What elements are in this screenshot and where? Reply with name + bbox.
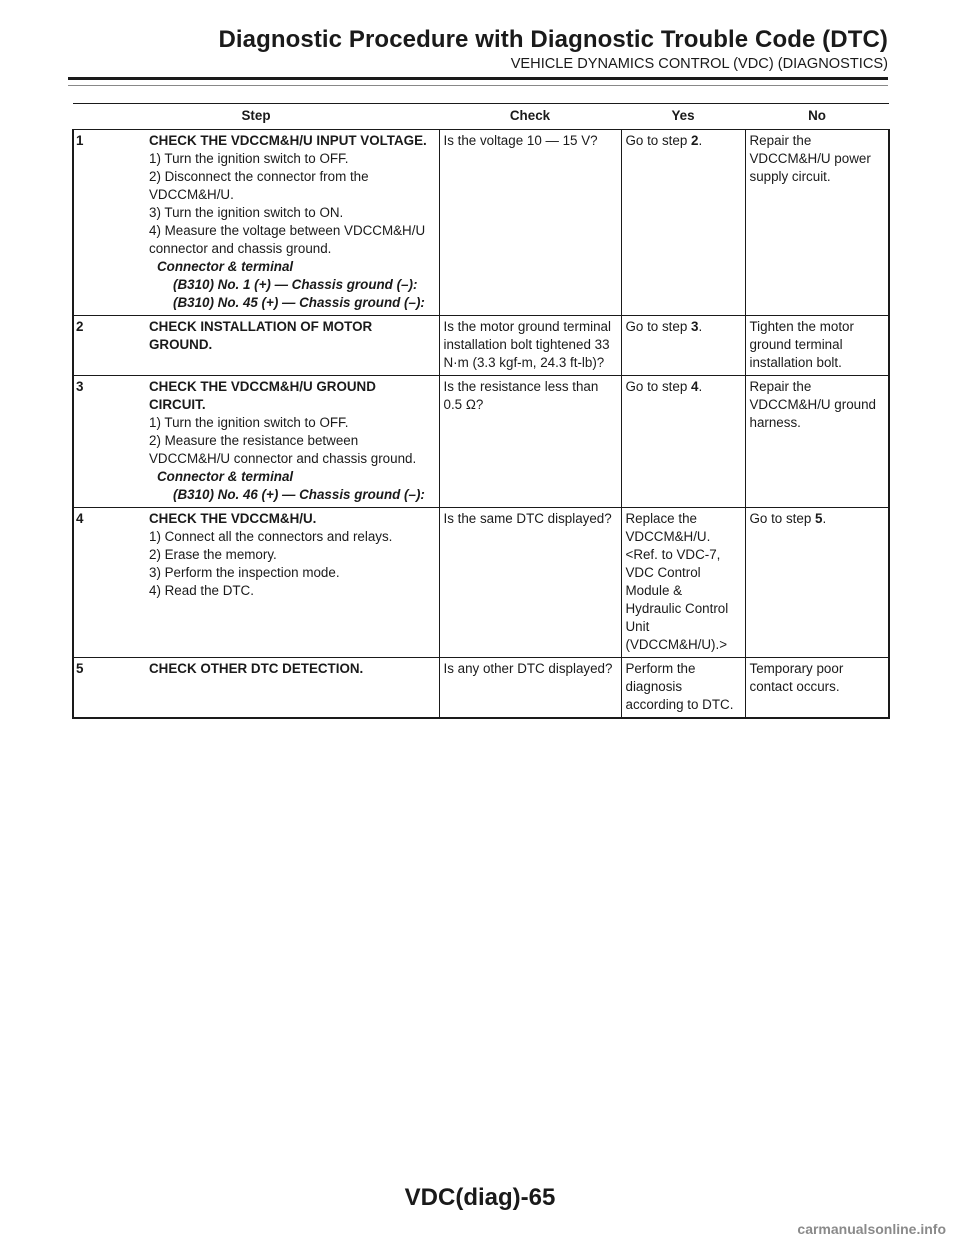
table-header-row bbox=[73, 104, 889, 130]
page-title: Diagnostic Procedure with Diagnostic Trouble Code (DTC) bbox=[218, 26, 888, 53]
table-row bbox=[73, 376, 889, 508]
procedure-step: 1) Connect all the connectors and relays. bbox=[149, 529, 393, 544]
watermark: carmanualsonline.info bbox=[797, 1221, 946, 1237]
step-number: 4 bbox=[73, 508, 145, 658]
yes-cell: Replace the VDCCM&H/U. <Ref. to VDC-7, VDC Control Module & Hydraulic Control Unit (VDCCM&H/U).> bbox=[621, 508, 745, 658]
yes-step-ref: 4 bbox=[691, 379, 699, 394]
yes-text: Go to step bbox=[625, 319, 692, 334]
procedure-step: 4) Read the DTC. bbox=[149, 583, 254, 598]
check-cell: Is the same DTC displayed? bbox=[439, 508, 621, 658]
check-cell: Is any other DTC displayed? bbox=[439, 658, 621, 719]
header-rule-thin bbox=[68, 85, 888, 86]
yes-text: Go to step bbox=[625, 133, 692, 148]
no-step-ref: 5 bbox=[815, 511, 823, 526]
procedure-step: 1) Turn the ignition switch to OFF. bbox=[149, 415, 349, 430]
yes-text-end: . bbox=[698, 133, 703, 148]
no-text-end: . bbox=[822, 511, 827, 526]
check-cell: Is the voltage 10 — 15 V? bbox=[439, 130, 621, 316]
yes-cell bbox=[621, 130, 745, 316]
no-cell: Temporary poor contact occurs. bbox=[745, 658, 889, 719]
connector-terminal-spec: (B310) No. 1 (+) — Chassis ground (–): bbox=[173, 277, 418, 292]
header-no: No bbox=[745, 104, 889, 130]
step-cell bbox=[145, 376, 439, 508]
step-title: CHECK OTHER DTC DETECTION. bbox=[149, 661, 364, 676]
yes-text: Go to step bbox=[625, 379, 692, 394]
step-number: 2 bbox=[73, 316, 145, 376]
procedure-step: 1) Turn the ignition switch to OFF. bbox=[149, 151, 349, 166]
yes-cell: Perform the diagnosis according to DTC. bbox=[621, 658, 745, 719]
table-row bbox=[73, 316, 889, 376]
step-cell bbox=[145, 508, 439, 658]
procedure-step: 2) Erase the memory. bbox=[149, 547, 277, 562]
yes-text-end: . bbox=[698, 379, 703, 394]
procedure-step: 4) Measure the voltage between VDCCM&H/U connector and chassis ground. bbox=[149, 223, 426, 256]
procedure-step: 3) Turn the ignition switch to ON. bbox=[149, 205, 344, 220]
table-row bbox=[73, 130, 889, 316]
diagnostic-table bbox=[72, 103, 890, 719]
procedure-step: 2) Disconnect the connector from the VDCCM&H/U. bbox=[149, 169, 369, 202]
step-title: CHECK THE VDCCM&H/U GROUND CIRCUIT. bbox=[149, 379, 376, 412]
yes-cell bbox=[621, 376, 745, 508]
check-cell: Is the motor ground terminal installation bolt tightened 33 N·m (3.3 kgf-m, 24.3 ft-lb)? bbox=[439, 316, 621, 376]
step-number: 5 bbox=[73, 658, 145, 719]
no-cell: Repair the VDCCM&H/U ground harness. bbox=[745, 376, 889, 508]
procedure-step: 3) Perform the inspection mode. bbox=[149, 565, 340, 580]
yes-text-end: . bbox=[698, 319, 703, 334]
no-cell: Tighten the motor ground terminal installation bolt. bbox=[745, 316, 889, 376]
step-cell bbox=[145, 316, 439, 376]
connector-terminal-spec: (B310) No. 45 (+) — Chassis ground (–): bbox=[173, 295, 425, 310]
table-row bbox=[73, 508, 889, 658]
step-title: CHECK INSTALLATION OF MOTOR GROUND. bbox=[149, 319, 373, 352]
no-cell: Repair the VDCCM&H/U power supply circuit. bbox=[745, 130, 889, 316]
connector-terminal-label: Connector & terminal bbox=[157, 469, 294, 484]
header-step: Step bbox=[73, 104, 439, 130]
step-title: CHECK THE VDCCM&H/U INPUT VOLTAGE. bbox=[149, 133, 427, 148]
header-check: Check bbox=[439, 104, 621, 130]
step-number: 3 bbox=[73, 376, 145, 508]
table-row bbox=[73, 658, 889, 719]
step-title: CHECK THE VDCCM&H/U. bbox=[149, 511, 317, 526]
connector-terminal-spec: (B310) No. 46 (+) — Chassis ground (–): bbox=[173, 487, 425, 502]
procedure-step: 2) Measure the resistance between VDCCM&H/U connector and chassis ground. bbox=[149, 433, 417, 466]
connector-terminal-label: Connector & terminal bbox=[157, 259, 294, 274]
page-number: VDC(diag)-65 bbox=[404, 1184, 556, 1211]
check-cell: Is the resistance less than 0.5 Ω? bbox=[439, 376, 621, 508]
no-text: Go to step bbox=[749, 511, 816, 526]
header-yes: Yes bbox=[621, 104, 745, 130]
step-cell bbox=[145, 130, 439, 316]
header-rule bbox=[68, 77, 888, 80]
step-number: 1 bbox=[73, 130, 145, 316]
yes-step-ref: 2 bbox=[691, 133, 699, 148]
yes-cell bbox=[621, 316, 745, 376]
page-subtitle: VEHICLE DYNAMICS CONTROL (VDC) (DIAGNOSTICS) bbox=[510, 56, 888, 72]
yes-step-ref: 3 bbox=[691, 319, 699, 334]
step-cell bbox=[145, 658, 439, 719]
no-cell bbox=[745, 508, 889, 658]
